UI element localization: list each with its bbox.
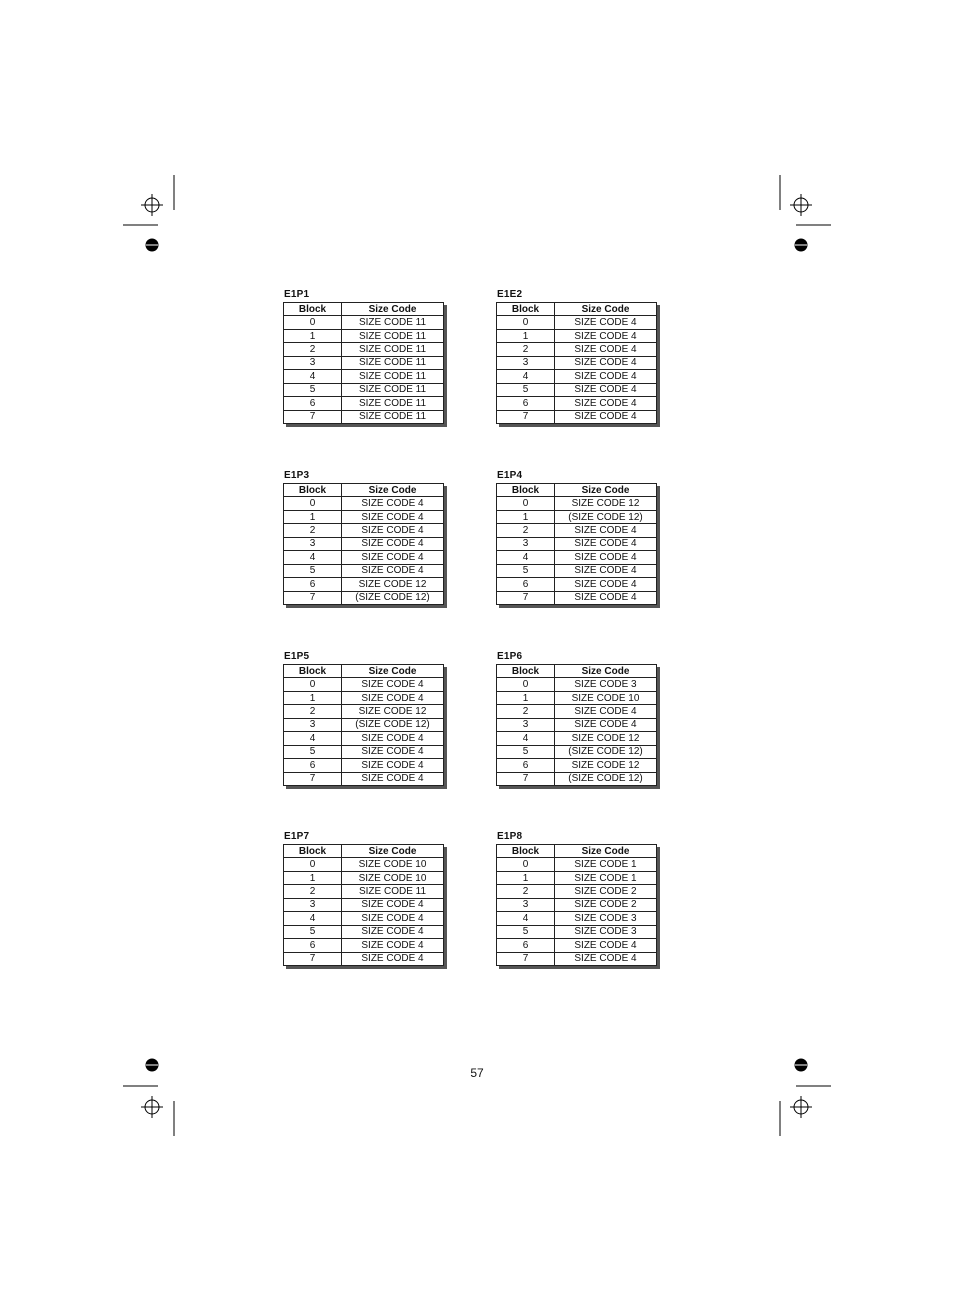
table-row — [284, 397, 444, 410]
size-code-cell: SIZE CODE 4 — [342, 759, 444, 772]
table-row — [284, 370, 444, 383]
table-row — [284, 885, 444, 898]
table-row — [284, 952, 444, 965]
block-cell: 4 — [497, 912, 555, 925]
table-row — [284, 691, 444, 704]
size-code-cell: SIZE CODE 3 — [555, 912, 657, 925]
table-row — [284, 858, 444, 871]
table-row — [284, 939, 444, 952]
block-cell: 1 — [497, 510, 555, 523]
block-cell: 0 — [284, 497, 342, 510]
size-code-cell: (SIZE CODE 12) — [555, 510, 657, 523]
block-cell: 5 — [284, 564, 342, 577]
size-code-cell: SIZE CODE 1 — [555, 871, 657, 884]
table-row — [284, 745, 444, 758]
size-code-cell: SIZE CODE 11 — [342, 410, 444, 423]
table-row — [284, 410, 444, 423]
block-cell: 4 — [284, 732, 342, 745]
block-cell: 7 — [284, 591, 342, 604]
table-row — [497, 772, 657, 785]
size-code-table-e1p3 — [283, 470, 445, 605]
size-code-cell: (SIZE CODE 12) — [342, 591, 444, 604]
size-code-cell: SIZE CODE 11 — [342, 356, 444, 369]
table-row — [284, 578, 444, 591]
size-code-cell: SIZE CODE 4 — [342, 925, 444, 938]
size-code-cell: SIZE CODE 4 — [555, 939, 657, 952]
size-code-cell: SIZE CODE 4 — [342, 952, 444, 965]
table-row — [497, 383, 657, 396]
block-cell: 1 — [497, 691, 555, 704]
size-code-cell: SIZE CODE 10 — [555, 691, 657, 704]
size-code-cell: SIZE CODE 4 — [342, 691, 444, 704]
size-code-cell: SIZE CODE 11 — [342, 397, 444, 410]
block-column-header: Block — [284, 845, 342, 858]
table-row — [497, 678, 657, 691]
size-code-cell: SIZE CODE 4 — [555, 718, 657, 731]
table — [496, 664, 657, 786]
size-code-column-header: Size Code — [555, 484, 657, 497]
block-cell: 3 — [497, 356, 555, 369]
table-row — [497, 705, 657, 718]
size-code-cell: SIZE CODE 4 — [555, 356, 657, 369]
size-code-cell: SIZE CODE 4 — [555, 329, 657, 342]
header-row — [497, 665, 657, 678]
size-code-cell: SIZE CODE 4 — [555, 952, 657, 965]
block-cell: 7 — [284, 952, 342, 965]
size-code-cell: SIZE CODE 4 — [342, 497, 444, 510]
block-column-header: Block — [497, 845, 555, 858]
table-row — [284, 678, 444, 691]
block-cell: 0 — [497, 678, 555, 691]
size-code-cell: SIZE CODE 10 — [342, 858, 444, 871]
size-code-cell: SIZE CODE 4 — [342, 537, 444, 550]
table-row — [284, 524, 444, 537]
size-code-cell: SIZE CODE 4 — [555, 524, 657, 537]
size-code-cell: (SIZE CODE 12) — [342, 718, 444, 731]
table-row — [497, 939, 657, 952]
header-row — [284, 303, 444, 316]
block-cell: 0 — [284, 858, 342, 871]
block-cell: 7 — [497, 952, 555, 965]
table-row — [284, 383, 444, 396]
block-cell: 1 — [497, 329, 555, 342]
table-row — [497, 497, 657, 510]
header-row — [284, 665, 444, 678]
table-row — [284, 591, 444, 604]
table-title: E1P1 — [284, 289, 310, 300]
table-row — [497, 912, 657, 925]
size-code-cell: SIZE CODE 4 — [342, 772, 444, 785]
table-row — [284, 537, 444, 550]
size-code-cell: SIZE CODE 10 — [342, 871, 444, 884]
block-cell: 1 — [497, 871, 555, 884]
block-column-header: Block — [497, 484, 555, 497]
block-column-header: Block — [497, 303, 555, 316]
table-row — [497, 591, 657, 604]
block-cell: 1 — [284, 871, 342, 884]
table-row — [497, 356, 657, 369]
table-row — [497, 329, 657, 342]
block-cell: 6 — [284, 939, 342, 952]
block-cell: 5 — [497, 925, 555, 938]
size-code-cell: SIZE CODE 4 — [555, 410, 657, 423]
table-row — [497, 524, 657, 537]
table-row — [284, 718, 444, 731]
table-row — [497, 510, 657, 523]
block-cell: 5 — [497, 383, 555, 396]
size-code-cell: SIZE CODE 11 — [342, 383, 444, 396]
table-row — [497, 343, 657, 356]
block-cell: 6 — [284, 397, 342, 410]
size-code-cell: SIZE CODE 4 — [342, 939, 444, 952]
block-cell: 1 — [284, 510, 342, 523]
size-code-column-header: Size Code — [342, 484, 444, 497]
block-cell: 2 — [497, 343, 555, 356]
table — [283, 664, 444, 786]
size-code-column-header: Size Code — [342, 845, 444, 858]
table-row — [284, 343, 444, 356]
block-cell: 5 — [497, 745, 555, 758]
size-code-cell: SIZE CODE 4 — [555, 551, 657, 564]
block-cell: 7 — [284, 410, 342, 423]
size-code-cell: SIZE CODE 4 — [342, 510, 444, 523]
block-cell: 7 — [497, 410, 555, 423]
size-code-cell: SIZE CODE 4 — [342, 564, 444, 577]
block-cell: 3 — [284, 718, 342, 731]
table-row — [284, 759, 444, 772]
header-row — [497, 303, 657, 316]
block-cell: 6 — [497, 939, 555, 952]
block-cell: 5 — [284, 383, 342, 396]
table-row — [497, 551, 657, 564]
table-row — [284, 510, 444, 523]
size-code-cell: SIZE CODE 1 — [555, 858, 657, 871]
block-cell: 6 — [497, 759, 555, 772]
size-code-cell: SIZE CODE 4 — [555, 578, 657, 591]
size-code-cell: SIZE CODE 3 — [555, 925, 657, 938]
size-code-cell: SIZE CODE 12 — [342, 578, 444, 591]
table-row — [497, 745, 657, 758]
table-row — [497, 578, 657, 591]
table-row — [284, 925, 444, 938]
size-code-cell: SIZE CODE 12 — [555, 497, 657, 510]
block-cell: 4 — [284, 551, 342, 564]
block-cell: 3 — [497, 718, 555, 731]
block-cell: 3 — [284, 898, 342, 911]
size-code-table-e1p1 — [283, 289, 445, 424]
table-row — [497, 732, 657, 745]
table-row — [497, 925, 657, 938]
size-code-column-header: Size Code — [555, 845, 657, 858]
block-cell: 2 — [284, 885, 342, 898]
registration-mark-bottom-left — [123, 1086, 174, 1136]
table-row — [497, 898, 657, 911]
block-cell: 3 — [497, 537, 555, 550]
table-row — [497, 759, 657, 772]
size-code-cell: SIZE CODE 12 — [342, 705, 444, 718]
registration-mark-top-left — [123, 175, 174, 225]
block-cell: 1 — [284, 329, 342, 342]
table-row — [284, 705, 444, 718]
block-cell: 3 — [284, 356, 342, 369]
table-row — [284, 551, 444, 564]
size-code-table-e1e2 — [496, 289, 658, 424]
block-cell: 2 — [497, 524, 555, 537]
table — [496, 844, 657, 966]
table-title: E1P8 — [497, 831, 523, 842]
table-row — [284, 772, 444, 785]
table-row — [497, 316, 657, 329]
block-cell: 0 — [497, 858, 555, 871]
block-cell: 1 — [284, 691, 342, 704]
block-cell: 2 — [284, 705, 342, 718]
size-code-column-header: Size Code — [342, 665, 444, 678]
size-code-table-e1p5 — [283, 651, 445, 786]
block-cell: 6 — [497, 578, 555, 591]
size-code-column-header: Size Code — [342, 303, 444, 316]
size-code-cell: SIZE CODE 3 — [555, 678, 657, 691]
table-row — [497, 718, 657, 731]
size-code-cell: SIZE CODE 4 — [555, 370, 657, 383]
block-cell: 0 — [497, 497, 555, 510]
block-cell: 4 — [497, 732, 555, 745]
header-row — [497, 484, 657, 497]
table-row — [284, 871, 444, 884]
table — [496, 483, 657, 605]
header-row — [497, 845, 657, 858]
size-code-cell: SIZE CODE 4 — [342, 551, 444, 564]
size-code-cell: SIZE CODE 4 — [555, 383, 657, 396]
table-row — [497, 691, 657, 704]
block-cell: 3 — [497, 898, 555, 911]
size-code-cell: SIZE CODE 4 — [555, 705, 657, 718]
block-cell: 2 — [497, 885, 555, 898]
table-row — [284, 912, 444, 925]
size-code-column-header: Size Code — [555, 665, 657, 678]
table — [283, 483, 444, 605]
table — [283, 844, 444, 966]
table-row — [497, 952, 657, 965]
size-code-cell: SIZE CODE 4 — [555, 316, 657, 329]
size-code-table-e1p4 — [496, 470, 658, 605]
size-code-cell: SIZE CODE 11 — [342, 370, 444, 383]
table-row — [497, 858, 657, 871]
size-code-cell: SIZE CODE 11 — [342, 316, 444, 329]
table-title: E1E2 — [497, 289, 523, 300]
size-code-table-e1p7 — [283, 831, 445, 966]
table-row — [497, 885, 657, 898]
block-cell: 5 — [284, 745, 342, 758]
table-title: E1P5 — [284, 651, 310, 662]
registration-mark-top-right — [780, 175, 831, 225]
size-code-cell: (SIZE CODE 12) — [555, 745, 657, 758]
table-row — [497, 370, 657, 383]
table — [283, 302, 444, 424]
block-cell: 7 — [284, 772, 342, 785]
size-code-cell: SIZE CODE 11 — [342, 885, 444, 898]
size-code-cell: SIZE CODE 4 — [342, 732, 444, 745]
table-title: E1P7 — [284, 831, 310, 842]
table-title: E1P4 — [497, 470, 523, 481]
block-column-header: Block — [284, 665, 342, 678]
table-row — [497, 410, 657, 423]
size-code-cell: SIZE CODE 4 — [555, 564, 657, 577]
size-code-cell: SIZE CODE 4 — [342, 912, 444, 925]
block-cell: 6 — [284, 578, 342, 591]
table-row — [284, 898, 444, 911]
size-code-cell: SIZE CODE 11 — [342, 343, 444, 356]
size-code-cell: SIZE CODE 4 — [555, 397, 657, 410]
block-cell: 2 — [284, 343, 342, 356]
block-cell: 5 — [497, 564, 555, 577]
header-row — [284, 845, 444, 858]
header-row — [284, 484, 444, 497]
size-code-cell: SIZE CODE 4 — [342, 678, 444, 691]
size-code-cell: SIZE CODE 12 — [555, 732, 657, 745]
block-column-header: Block — [497, 665, 555, 678]
block-column-header: Block — [284, 303, 342, 316]
block-cell: 7 — [497, 772, 555, 785]
size-code-cell: SIZE CODE 2 — [555, 898, 657, 911]
block-cell: 7 — [497, 591, 555, 604]
size-code-cell: SIZE CODE 11 — [342, 329, 444, 342]
block-cell: 0 — [284, 316, 342, 329]
page-number: 57 — [470, 1066, 484, 1080]
table-title: E1P6 — [497, 651, 523, 662]
size-code-table-e1p6 — [496, 651, 658, 786]
size-code-cell: SIZE CODE 12 — [555, 759, 657, 772]
size-code-cell: SIZE CODE 4 — [342, 898, 444, 911]
table — [496, 302, 657, 424]
table-title: E1P3 — [284, 470, 310, 481]
size-code-cell: SIZE CODE 4 — [555, 537, 657, 550]
table-row — [497, 871, 657, 884]
size-code-cell: SIZE CODE 4 — [342, 524, 444, 537]
table-row — [497, 564, 657, 577]
size-code-cell: SIZE CODE 2 — [555, 885, 657, 898]
table-row — [284, 329, 444, 342]
table-row — [497, 397, 657, 410]
size-code-cell: SIZE CODE 4 — [555, 591, 657, 604]
size-code-cell: SIZE CODE 4 — [342, 745, 444, 758]
table-row — [284, 316, 444, 329]
size-code-cell: SIZE CODE 4 — [555, 343, 657, 356]
table-row — [284, 497, 444, 510]
block-cell: 6 — [497, 397, 555, 410]
block-cell: 4 — [284, 370, 342, 383]
size-code-cell: (SIZE CODE 12) — [555, 772, 657, 785]
block-cell: 5 — [284, 925, 342, 938]
table-row — [497, 537, 657, 550]
block-cell: 0 — [284, 678, 342, 691]
block-cell: 4 — [497, 551, 555, 564]
registration-mark-bottom-right — [780, 1086, 831, 1136]
block-cell: 4 — [284, 912, 342, 925]
block-cell: 2 — [497, 705, 555, 718]
table-row — [284, 356, 444, 369]
block-cell: 4 — [497, 370, 555, 383]
table-row — [284, 732, 444, 745]
size-code-column-header: Size Code — [555, 303, 657, 316]
block-cell: 2 — [284, 524, 342, 537]
table-row — [284, 564, 444, 577]
block-cell: 0 — [497, 316, 555, 329]
block-cell: 3 — [284, 537, 342, 550]
block-cell: 6 — [284, 759, 342, 772]
size-code-table-e1p8 — [496, 831, 658, 966]
block-column-header: Block — [284, 484, 342, 497]
